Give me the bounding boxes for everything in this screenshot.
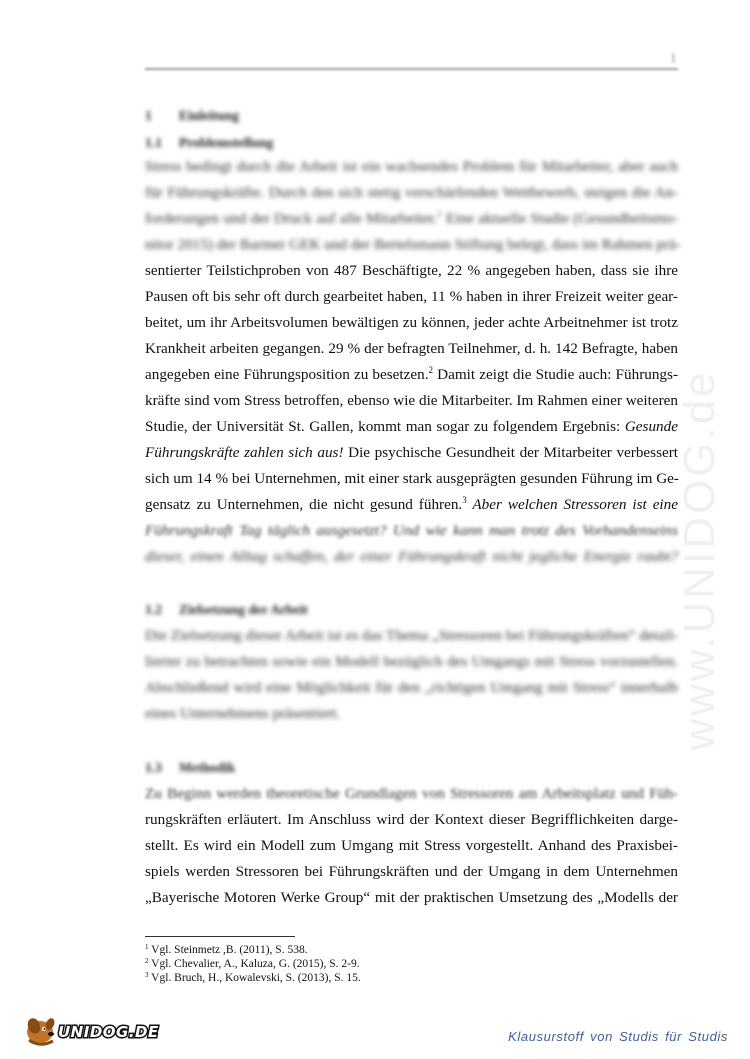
text-line: Zu Beginn werden theoretische Grundlagen von Stressoren am Arbeitsplatz und Füh-	[145, 785, 678, 802]
section-number: 1.3	[145, 760, 162, 775]
footnote	[145, 972, 361, 985]
section-number: 1	[145, 108, 152, 123]
footnote-rule	[145, 936, 295, 937]
footnote-text: Vgl. Chevalier, A., Kaluza, G. (2015), S. 2-9.	[148, 958, 360, 970]
section-number: 1.2	[145, 602, 162, 617]
section-heading-1	[145, 108, 239, 124]
footnote-ref: 2	[428, 365, 434, 375]
section-heading-1-1	[145, 135, 273, 151]
text-span: gensatz zu Unternehmen, die nicht gesund führen.	[145, 496, 463, 513]
section-heading-1-3	[145, 760, 235, 776]
text-line: Stress bedingt durch die Arbeit ist ein wachsendes Problem für Mitarbeiter, aber auch	[145, 158, 678, 175]
text-line: sich um 14 % bei Unternehmen, mit einer stark ausgeprägten gesunden Führung im Ge-	[145, 470, 679, 487]
text-line	[145, 493, 678, 517]
footnote-text: Vgl. Bruch, H., Kowalevski, S. (2013), S. 15.	[148, 972, 361, 984]
text-line: beitet, um ihr Arbeitsvolumen bewältigen zu können, jeder achte Arbeitnehmer ist trotz	[145, 314, 678, 331]
text-span: Eine aktuelle Studie (Gesundheitsmo-	[441, 210, 678, 227]
text-line	[145, 363, 678, 387]
text-line	[145, 415, 678, 439]
italic-text: Aber welchen Stressoren ist eine	[466, 496, 678, 513]
text-line: nitor 2015) der Barmer GEK und der Bertelsmann Stiftung belegt, dass im Rahmen prä-	[145, 236, 681, 253]
text-line: Führungskraft Tag täglich ausgesetzt? Und wie kann man trotz des Vorhandenseins	[145, 522, 678, 539]
section-heading-1-2	[145, 602, 308, 618]
text-line: spiels werden Stressoren bei Führungskräften und der Umgang in dem Unternehmen	[145, 863, 678, 880]
footnote	[145, 958, 360, 971]
section-title: Methodik	[179, 760, 236, 775]
text-span: Die psychische Gesundheit der Mitarbeiter verbessert	[343, 444, 679, 461]
text-line: rungskräften erläutert. Im Anschluss wird der Kontext dieser Begrifflichkeiten darge-	[145, 811, 678, 828]
text-line: sentierter Teilstichproben von 487 Beschäftigte, 22 % angegeben haben, dass sie ihre	[145, 262, 678, 279]
text-span: Damit zeigt die Studie auch: Führungs-	[433, 366, 678, 383]
text-line	[145, 207, 678, 231]
text-line: lierter zu betrachten sowie ein Modell bezüglich des Umgangs mit Stress vorzustellen.	[145, 653, 678, 670]
footer-tagline: Klausurstoff von Studis für Studis	[508, 1029, 728, 1044]
footnote-number: 2	[145, 957, 149, 965]
footnote-ref: 3	[462, 495, 467, 505]
text-line: „Bayerische Motoren Werke Group“ mit der praktischen Umsetzung des „Modells der	[145, 889, 678, 906]
text-line: kräfte sind vom Stress betroffen, ebenso wie die Mitarbeiter. Im Rahmen einer weiteren	[145, 392, 678, 409]
italic-text: Führungskräfte zahlen sich aus!	[145, 444, 344, 461]
section-title: Zielsetzung der Arbeit	[179, 602, 308, 617]
watermark: www.UNIDOG.de	[675, 369, 724, 751]
text-line: für Führungskräfte. Durch den sich stetig verschärfenden Wettbewerb, steigen die An-	[145, 184, 678, 201]
text-span: angegeben eine Führungsposition zu besetzen.	[145, 366, 429, 383]
text-line: Pausen oft bis sehr oft durch gearbeitet haben, 11 % haben in ihrer Freizeit weiter gear-	[145, 288, 678, 305]
text-line: eines Unternehmens präsentiert.	[145, 705, 341, 722]
text-line: Die Zielsetzung dieser Arbeit ist es das Thema „Stressoren bei Führungskräften“ detail-	[145, 627, 678, 644]
text-line: stellt. Es wird ein Modell zum Umgang mit Stress vorgestellt. Anhand des Praxisbei-	[145, 837, 678, 854]
text-line: Abschließend wird eine Möglichkeit für den „richtigen Umgang mit Stress“ innerhalb	[145, 679, 678, 696]
footnote	[145, 944, 308, 957]
section-title: Einleitung	[179, 108, 240, 123]
text-span: Studie, der Universität St. Gallen, kommt man sogar zu folgendem Ergebnis:	[145, 418, 625, 435]
italic-text: Gesunde	[624, 418, 678, 435]
footnote-number: 3	[145, 971, 149, 979]
text-span: forderungen und der Druck auf alle Mitarbeiter.	[145, 210, 438, 227]
text-line: Krankheit arbeiten gegangen. 29 % der befragten Teilnehmer, d. h. 142 Befragte, haben	[145, 340, 678, 357]
footnote-ref: 1	[437, 209, 442, 219]
footnote-text: Vgl. Steinmetz ,B. (2011), S. 538.	[148, 944, 308, 956]
text-line	[145, 441, 678, 465]
footnote-number: 1	[145, 943, 149, 951]
section-number: 1.1	[145, 135, 162, 150]
page-number: 1	[670, 50, 677, 65]
header-rule	[145, 68, 678, 70]
section-title: Problemstellung	[179, 135, 274, 150]
text-line: dieser, einen Alltag schaffen, der einer Führungskraft nicht jegliche Energie raubt?	[145, 548, 678, 565]
logo-text: UNIDOG.DE	[58, 1023, 159, 1041]
